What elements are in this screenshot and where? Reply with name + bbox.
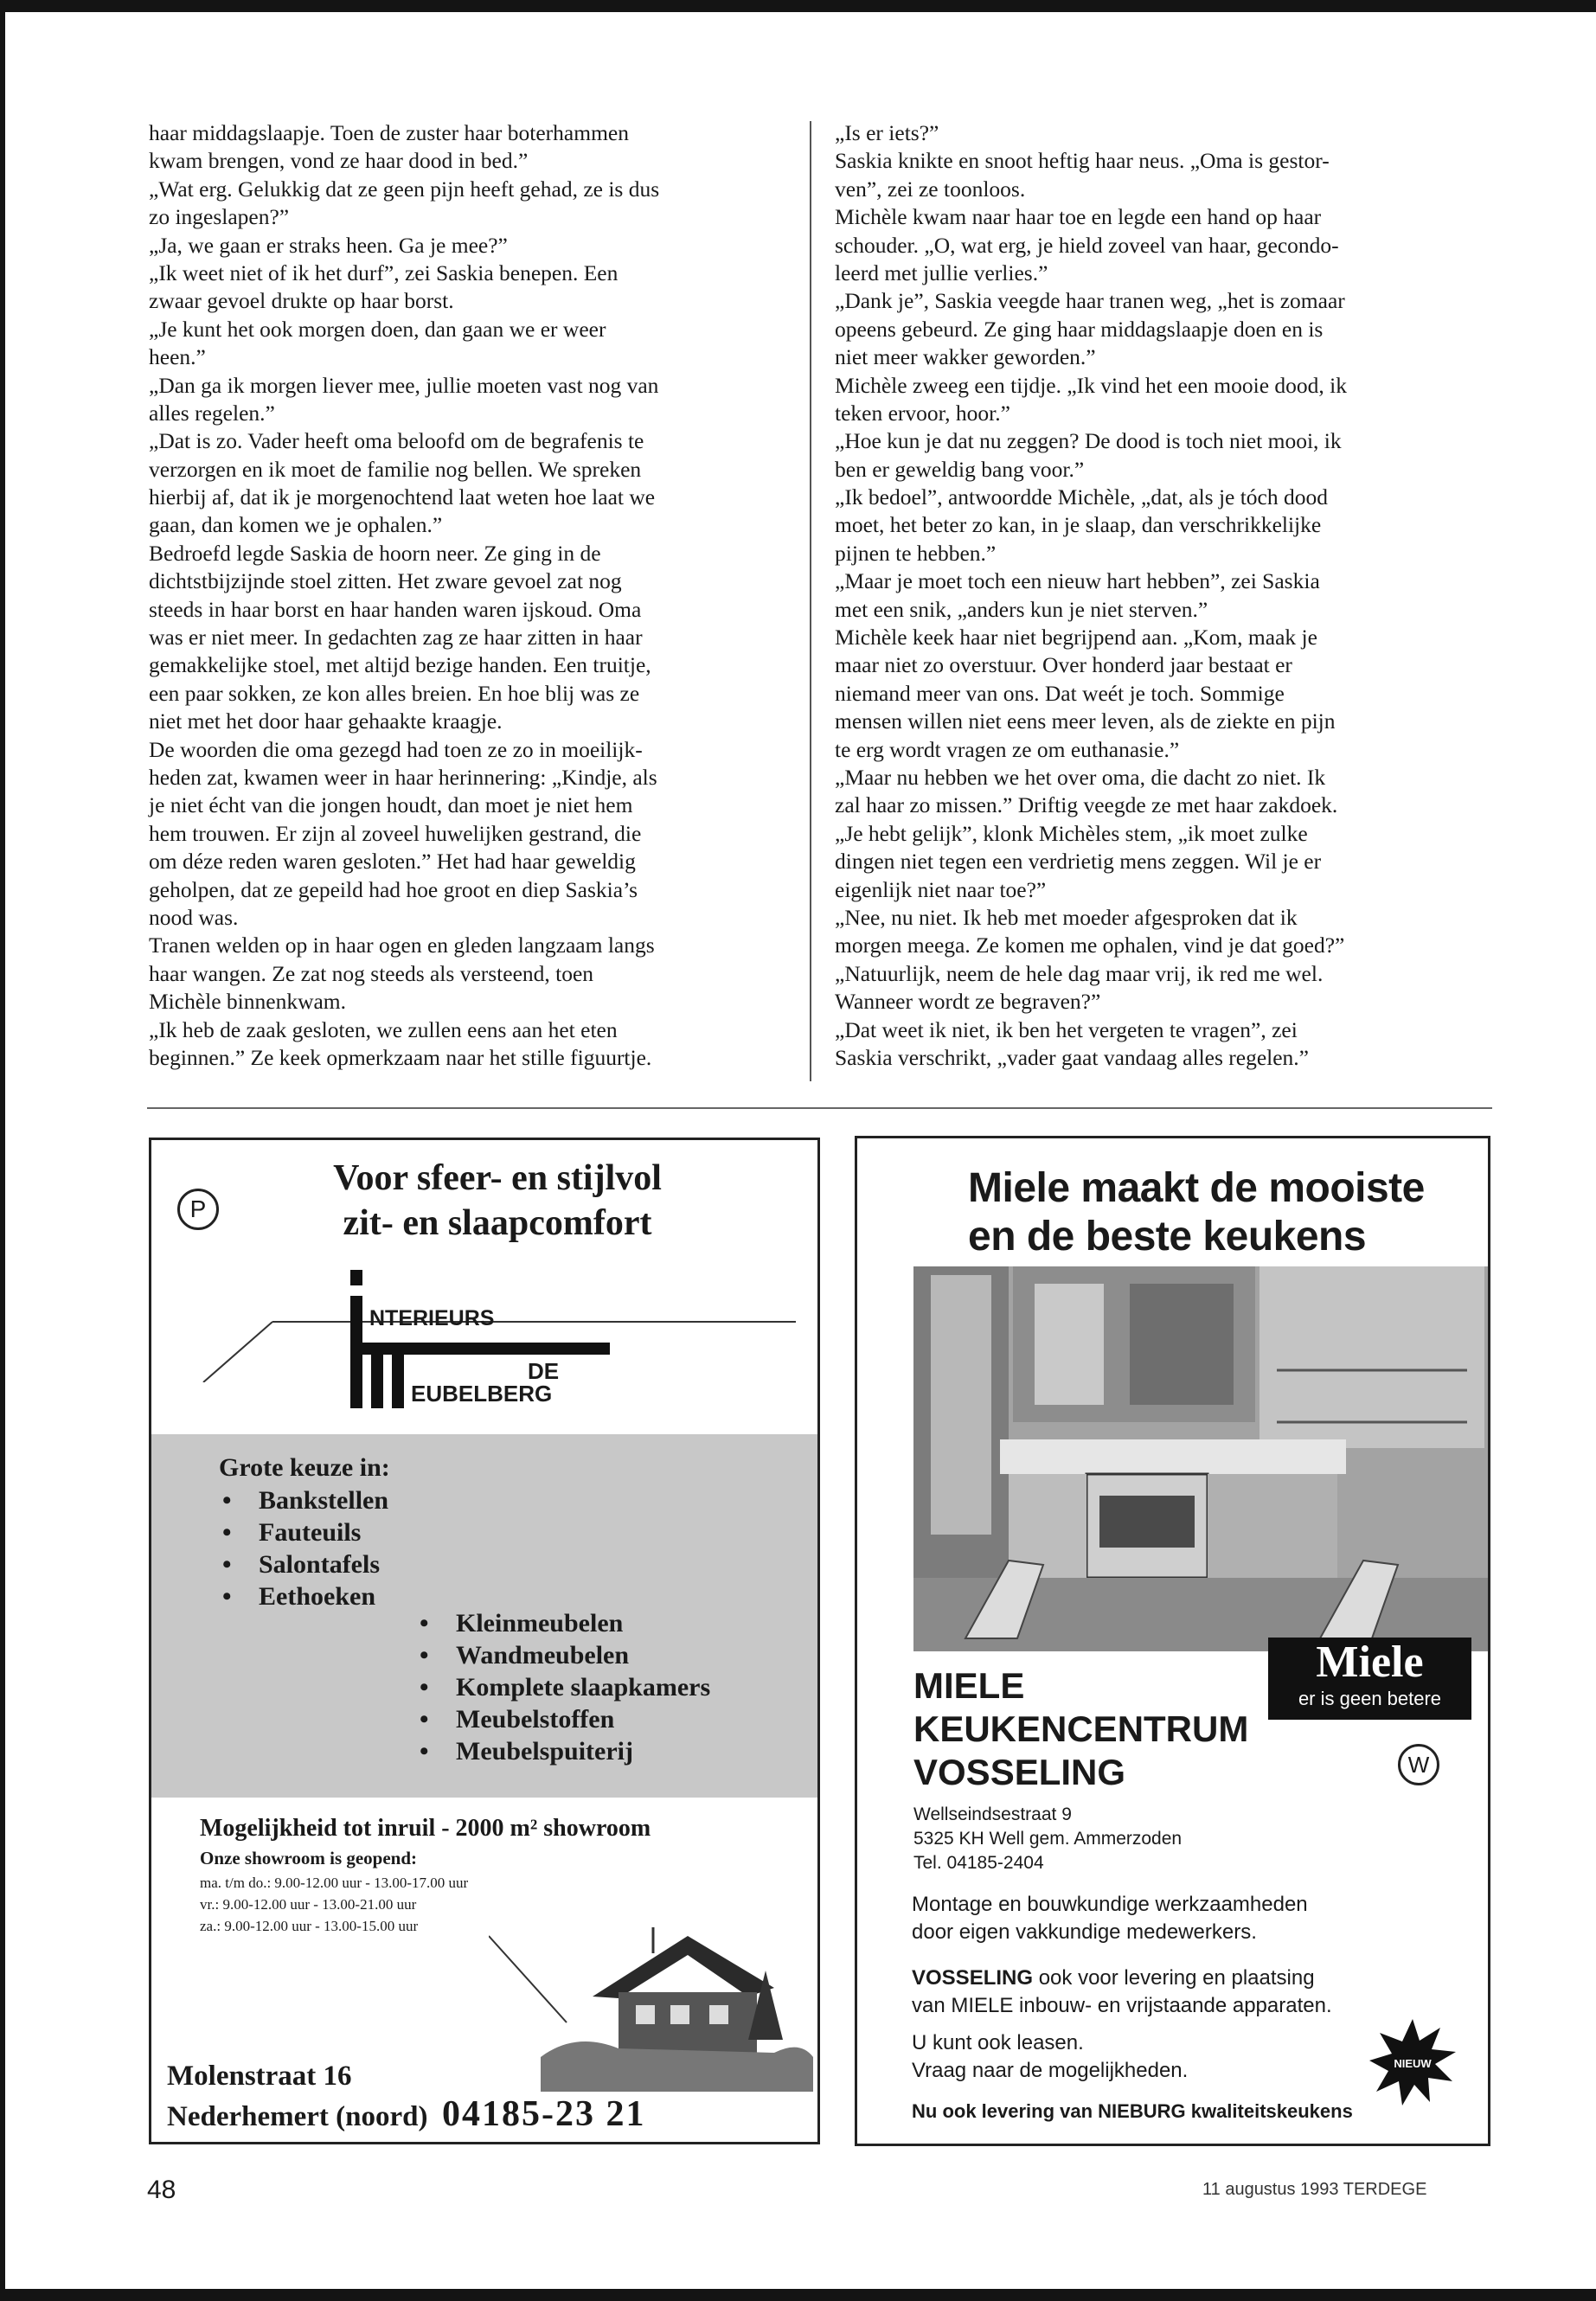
kitchen-photo <box>913 1266 1490 1651</box>
w-mark-icon: W <box>1398 1744 1439 1785</box>
hours-line: ma. t/m do.: 9.00-12.00 uur - 13.00-17.00 uur <box>200 1875 469 1891</box>
article-line: mensen willen niet eens meer leven, als de ziekte en pijn <box>835 708 1336 734</box>
text-line: Vraag naar de mogelijkheden. <box>912 2059 1189 2082</box>
issue-line: 11 augustus 1993 TERDEGE <box>1202 2180 1427 2199</box>
article-line: „Dan ga ik morgen liever mee, jullie moeten vast nog van <box>149 372 659 398</box>
section-rule <box>147 1107 1492 1109</box>
nieburg-text: Nu ook levering van NIEBURG kwaliteitskeukens <box>912 2100 1353 2122</box>
article-line: alles regelen.” <box>149 400 275 426</box>
article-line: een paar sokken, ze kon alles breien. En hoe blij was ze <box>149 680 640 706</box>
article-line: „Nee, nu niet. Ik heb met moeder afgesproken dat ik <box>835 904 1298 930</box>
article-line: gaan, dan komen we je ophalen.” <box>149 512 443 538</box>
product-list-1 <box>222 1484 388 1612</box>
article-line: om déze reden waren gesloten.” Het had haar geweldig <box>149 849 636 875</box>
list-item: • Eethoeken <box>222 1580 388 1612</box>
article-line: „Je hebt gelijk”, klonk Michèles stem, „ik moet zulke <box>835 820 1308 846</box>
article-line: met een snik, „anders kun je niet sterven.” <box>835 596 1208 622</box>
list-item: • Bankstellen <box>222 1484 388 1516</box>
article-line: „Wat erg. Gelukkig dat ze geen pijn heeft gehad, ze is dus <box>149 176 660 202</box>
article-line: niet meer wakker geworden.” <box>835 344 1096 370</box>
article-line: nood was. <box>149 904 239 930</box>
article-line: pijnen te hebben.” <box>835 540 997 566</box>
title-line: MIELE <box>913 1665 1025 1706</box>
text-line: door eigen vakkundige medewerkers. <box>912 1920 1257 1944</box>
headline-line: Voor sfeer- en stijlvol <box>333 1158 662 1198</box>
product-list-2 <box>420 1607 710 1767</box>
list-item: • Wandmeubelen <box>420 1639 710 1671</box>
starburst-text: NIEUW <box>1394 2057 1432 2070</box>
article-line: zo ingeslapen?” <box>149 204 290 230</box>
phone-number: 04185-23 21 <box>441 2094 646 2134</box>
article-line: leerd met jullie verlies.” <box>835 260 1048 285</box>
list-item: • Kleinmeubelen <box>420 1607 710 1639</box>
article-column-left <box>149 119 780 1072</box>
keuze-title: Grote keuze in: <box>219 1453 390 1482</box>
column-divider <box>810 121 811 1081</box>
article-line: „Ja, we gaan er straks heen. Ga je mee?” <box>149 232 508 258</box>
list-item: • Salontafels <box>222 1548 388 1580</box>
article-line: zwaar gevoel drukte op haar borst. <box>149 288 454 314</box>
title-line: KEUKENCENTRUM <box>913 1708 1249 1749</box>
article-line: „Ik weet niet of ik het durf”, zei Saskia benepen. Een <box>149 260 619 285</box>
title-line: VOSSELING <box>913 1752 1126 1792</box>
text-line: U kunt ook leasen. <box>912 2031 1084 2054</box>
nieuw-starburst-icon <box>1369 2019 1456 2106</box>
levering-text <box>912 1965 1332 2020</box>
article-line: dingen niet tegen een verdrietig mens zeggen. Wil je er <box>835 849 1322 875</box>
article-line: steeds in haar borst en haar handen waren ijskoud. Oma <box>149 596 642 622</box>
article-line: hem trouwen. Er zijn al zoveel huwelijken gestrand, die <box>149 820 642 846</box>
logo-word: NTERIEURS <box>369 1306 495 1330</box>
article-line: „Dat is zo. Vader heeft oma beloofd om de begrafenis te <box>149 428 644 454</box>
article-line: kwam brengen, vond ze haar dood in bed.” <box>149 148 529 174</box>
article-line: hierbij af, dat ik je morgenochtend laat weten hoe laat we <box>149 484 656 510</box>
page-frame-left <box>0 0 5 2301</box>
article-line: Wanneer wordt ze begraven?” <box>835 989 1101 1015</box>
article-line: moet, het beter zo kan, in je slaap, dan verschrikkelijke <box>835 512 1322 538</box>
article-line: zal haar zo missen.” Driftig veegde ze met haar zakdoek. <box>835 792 1338 818</box>
article-line: „Je kunt het ook morgen doen, dan gaan we er weer <box>149 316 606 342</box>
dealer-address <box>913 1803 1182 1875</box>
miele-logo: Miele <box>1316 1638 1424 1687</box>
logo-dot <box>350 1270 362 1285</box>
headline-line: en de beste keukens <box>968 1214 1367 1259</box>
article-line: „Natuurlijk, neem de hele dag maar vrij, ik red me wel. <box>835 960 1324 986</box>
address-line: Wellseindsestraat 9 <box>913 1804 1072 1824</box>
article-line: „Dank je”, Saskia veegde haar tranen weg, „het is zomaar <box>835 288 1345 314</box>
montage-text <box>912 1891 1308 1946</box>
text-line: van MIELE inbouw- en vrijstaande apparaten. <box>912 1994 1332 2017</box>
article-line: verzorgen en ik moet de familie nog bellen. We spreken <box>149 456 642 482</box>
article-line: Michèle keek haar niet begrijpend aan. „Kom, maak je <box>835 625 1317 651</box>
article-line: „Hoe kun je dat nu zeggen? De dood is toch niet mooi, ik <box>835 428 1342 454</box>
page-frame-bottom <box>0 2289 1596 2301</box>
article-line: Michèle binnenkwam. <box>149 989 347 1015</box>
article-line: „Ik heb de zaak gesloten, we zullen eens aan het eten <box>149 1016 618 1042</box>
list-item: • Fauteuils <box>222 1516 388 1548</box>
article-line: was er niet meer. In gedachten zag ze haar zitten in haar <box>149 625 643 651</box>
article-line: teken ervoor, hoor.” <box>835 400 1010 426</box>
list-item: • Meubelstoffen <box>420 1703 710 1735</box>
article-line: „Ik bedoel”, antwoordde Michèle, „dat, als je tóch dood <box>835 484 1329 510</box>
page-number: 48 <box>147 2176 176 2204</box>
address-line: Tel. 04185-2404 <box>913 1853 1044 1873</box>
article-line: Michèle zweeg een tijdje. „Ik vind het een mooie dood, ik <box>835 372 1347 398</box>
showroom-line: Mogelijkheid tot inruil - 2000 m² showroom <box>200 1815 651 1842</box>
logo-word: EUBELBERG <box>411 1381 553 1407</box>
dealer-title <box>913 1664 1248 1794</box>
ad-meubelberg-headline <box>255 1156 740 1246</box>
parking-icon: P <box>177 1189 219 1230</box>
article-line: „Maar nu hebben we het over oma, die dacht zo niet. Ik <box>835 764 1326 790</box>
article-line: „Maar je moet toch een nieuw hart hebben”, zei Saskia <box>835 568 1320 594</box>
opening-hours <box>200 1872 468 1937</box>
miele-brand-box <box>1268 1638 1471 1720</box>
article-line: Tranen welden op in haar ogen en gleden langzaam langs <box>149 933 655 958</box>
article-line: maar niet zo overstuur. Over honderd jaar bestaat er <box>835 652 1292 678</box>
ad-miele-headline <box>968 1164 1470 1261</box>
article-line: niet met het door haar gehaakte kraagje. <box>149 708 503 734</box>
headline-line: zit- en slaapcomfort <box>343 1203 652 1243</box>
ad-miele <box>855 1136 1490 2146</box>
article-line: ven”, zei ze toonloos. <box>835 176 1026 202</box>
bold-word: VOSSELING <box>912 1966 1034 1990</box>
article-line: Saskia verschrikt, „vader gaat vandaag alles regelen.” <box>835 1044 1309 1070</box>
article-line: haar wangen. Ze zat nog steeds als versteend, toen <box>149 960 594 986</box>
article-line: ben er geweldig bang voor.” <box>835 456 1085 482</box>
article-line: te erg wordt vragen ze om euthanasie.” <box>835 736 1180 762</box>
article-line: haar middagslaapje. Toen de zuster haar boterhammen <box>149 120 629 145</box>
ad-meubelberg-address <box>167 2057 645 2136</box>
article-line: Michèle kwam naar haar toe en legde een hand op haar <box>835 204 1322 230</box>
article-line: beginnen.” Ze keek opmerkzaam naar het stille figuurtje. <box>149 1044 652 1070</box>
meubelberg-logo <box>350 1270 627 1417</box>
hours-line: za.: 9.00-12.00 uur - 13.00-15.00 uur <box>200 1918 419 1934</box>
hours-title: Onze showroom is geopend: <box>200 1848 418 1868</box>
article-line: morgen meega. Ze komen me ophalen, vind je dat goed?” <box>835 933 1345 958</box>
logo-bar <box>350 1343 610 1355</box>
article-line: gemakkelijke stoel, met altijd bezige handen. Een truitje, <box>149 652 651 678</box>
text-line <box>912 1965 1332 1992</box>
street: Molenstraat 16 <box>167 2061 352 2092</box>
address-line: 5325 KH Well gem. Ammerzoden <box>913 1829 1183 1849</box>
article-line: heen.” <box>149 344 206 370</box>
article-line: schouder. „O, wat erg, je hield zoveel van haar, gecondo- <box>835 232 1339 258</box>
article-line: „Dat weet ik niet, ik ben het vergeten te vragen”, zei <box>835 1016 1298 1042</box>
article-line: eigenlijk niet naar toe?” <box>835 876 1047 902</box>
headline-line: Miele maakt de mooiste <box>968 1165 1425 1211</box>
town-phone-line <box>167 2095 645 2136</box>
article-line: Saskia knikte en snoot heftig haar neus. „Oma is gestor- <box>835 148 1330 174</box>
miele-tagline: er is geen betere <box>1298 1688 1442 1709</box>
article-line: dichtstbijzijnde stoel zitten. Het zware gevoel zat nog <box>149 568 622 594</box>
article-line: Bedroefd legde Saskia de hoorn neer. Ze ging in de <box>149 540 601 566</box>
article-column-right <box>835 119 1458 1072</box>
article-line: opeens gebeurd. Ze ging haar middagslaapje doen en is <box>835 316 1324 342</box>
text-line: Montage en bouwkundige werkzaamheden <box>912 1893 1308 1916</box>
ad-meubelberg <box>149 1138 820 2144</box>
logo-bar <box>392 1343 404 1408</box>
hours-line: vr.: 9.00-12.00 uur - 13.00-21.00 uur <box>200 1896 417 1913</box>
article-line: je niet écht van die jongen houdt, dan moet je niet hem <box>149 792 633 818</box>
article-line: De woorden die oma gezegd had toen ze zo in moeilijk- <box>149 736 643 762</box>
logo-word: DE <box>528 1358 560 1384</box>
lease-text <box>912 2029 1188 2085</box>
article-line: geholpen, dat ze gepeild had hoe groot en diep Saskia’s <box>149 876 638 902</box>
list-item: • Komplete slaapkamers <box>420 1671 710 1703</box>
article-line: heden zat, kwamen weer in haar herinnering: „Kindje, als <box>149 764 657 790</box>
article-line: „Is er iets?” <box>835 120 939 145</box>
page-frame-top <box>0 0 1596 12</box>
town: Nederhemert (noord) <box>167 2101 428 2132</box>
list-item: • Meubelspuiterij <box>420 1735 710 1767</box>
article-line: niemand meer van ons. Dat weét je toch. Sommige <box>835 680 1285 706</box>
text-span: ook voor levering en plaatsing <box>1033 1966 1315 1990</box>
logo-bar <box>371 1343 383 1408</box>
